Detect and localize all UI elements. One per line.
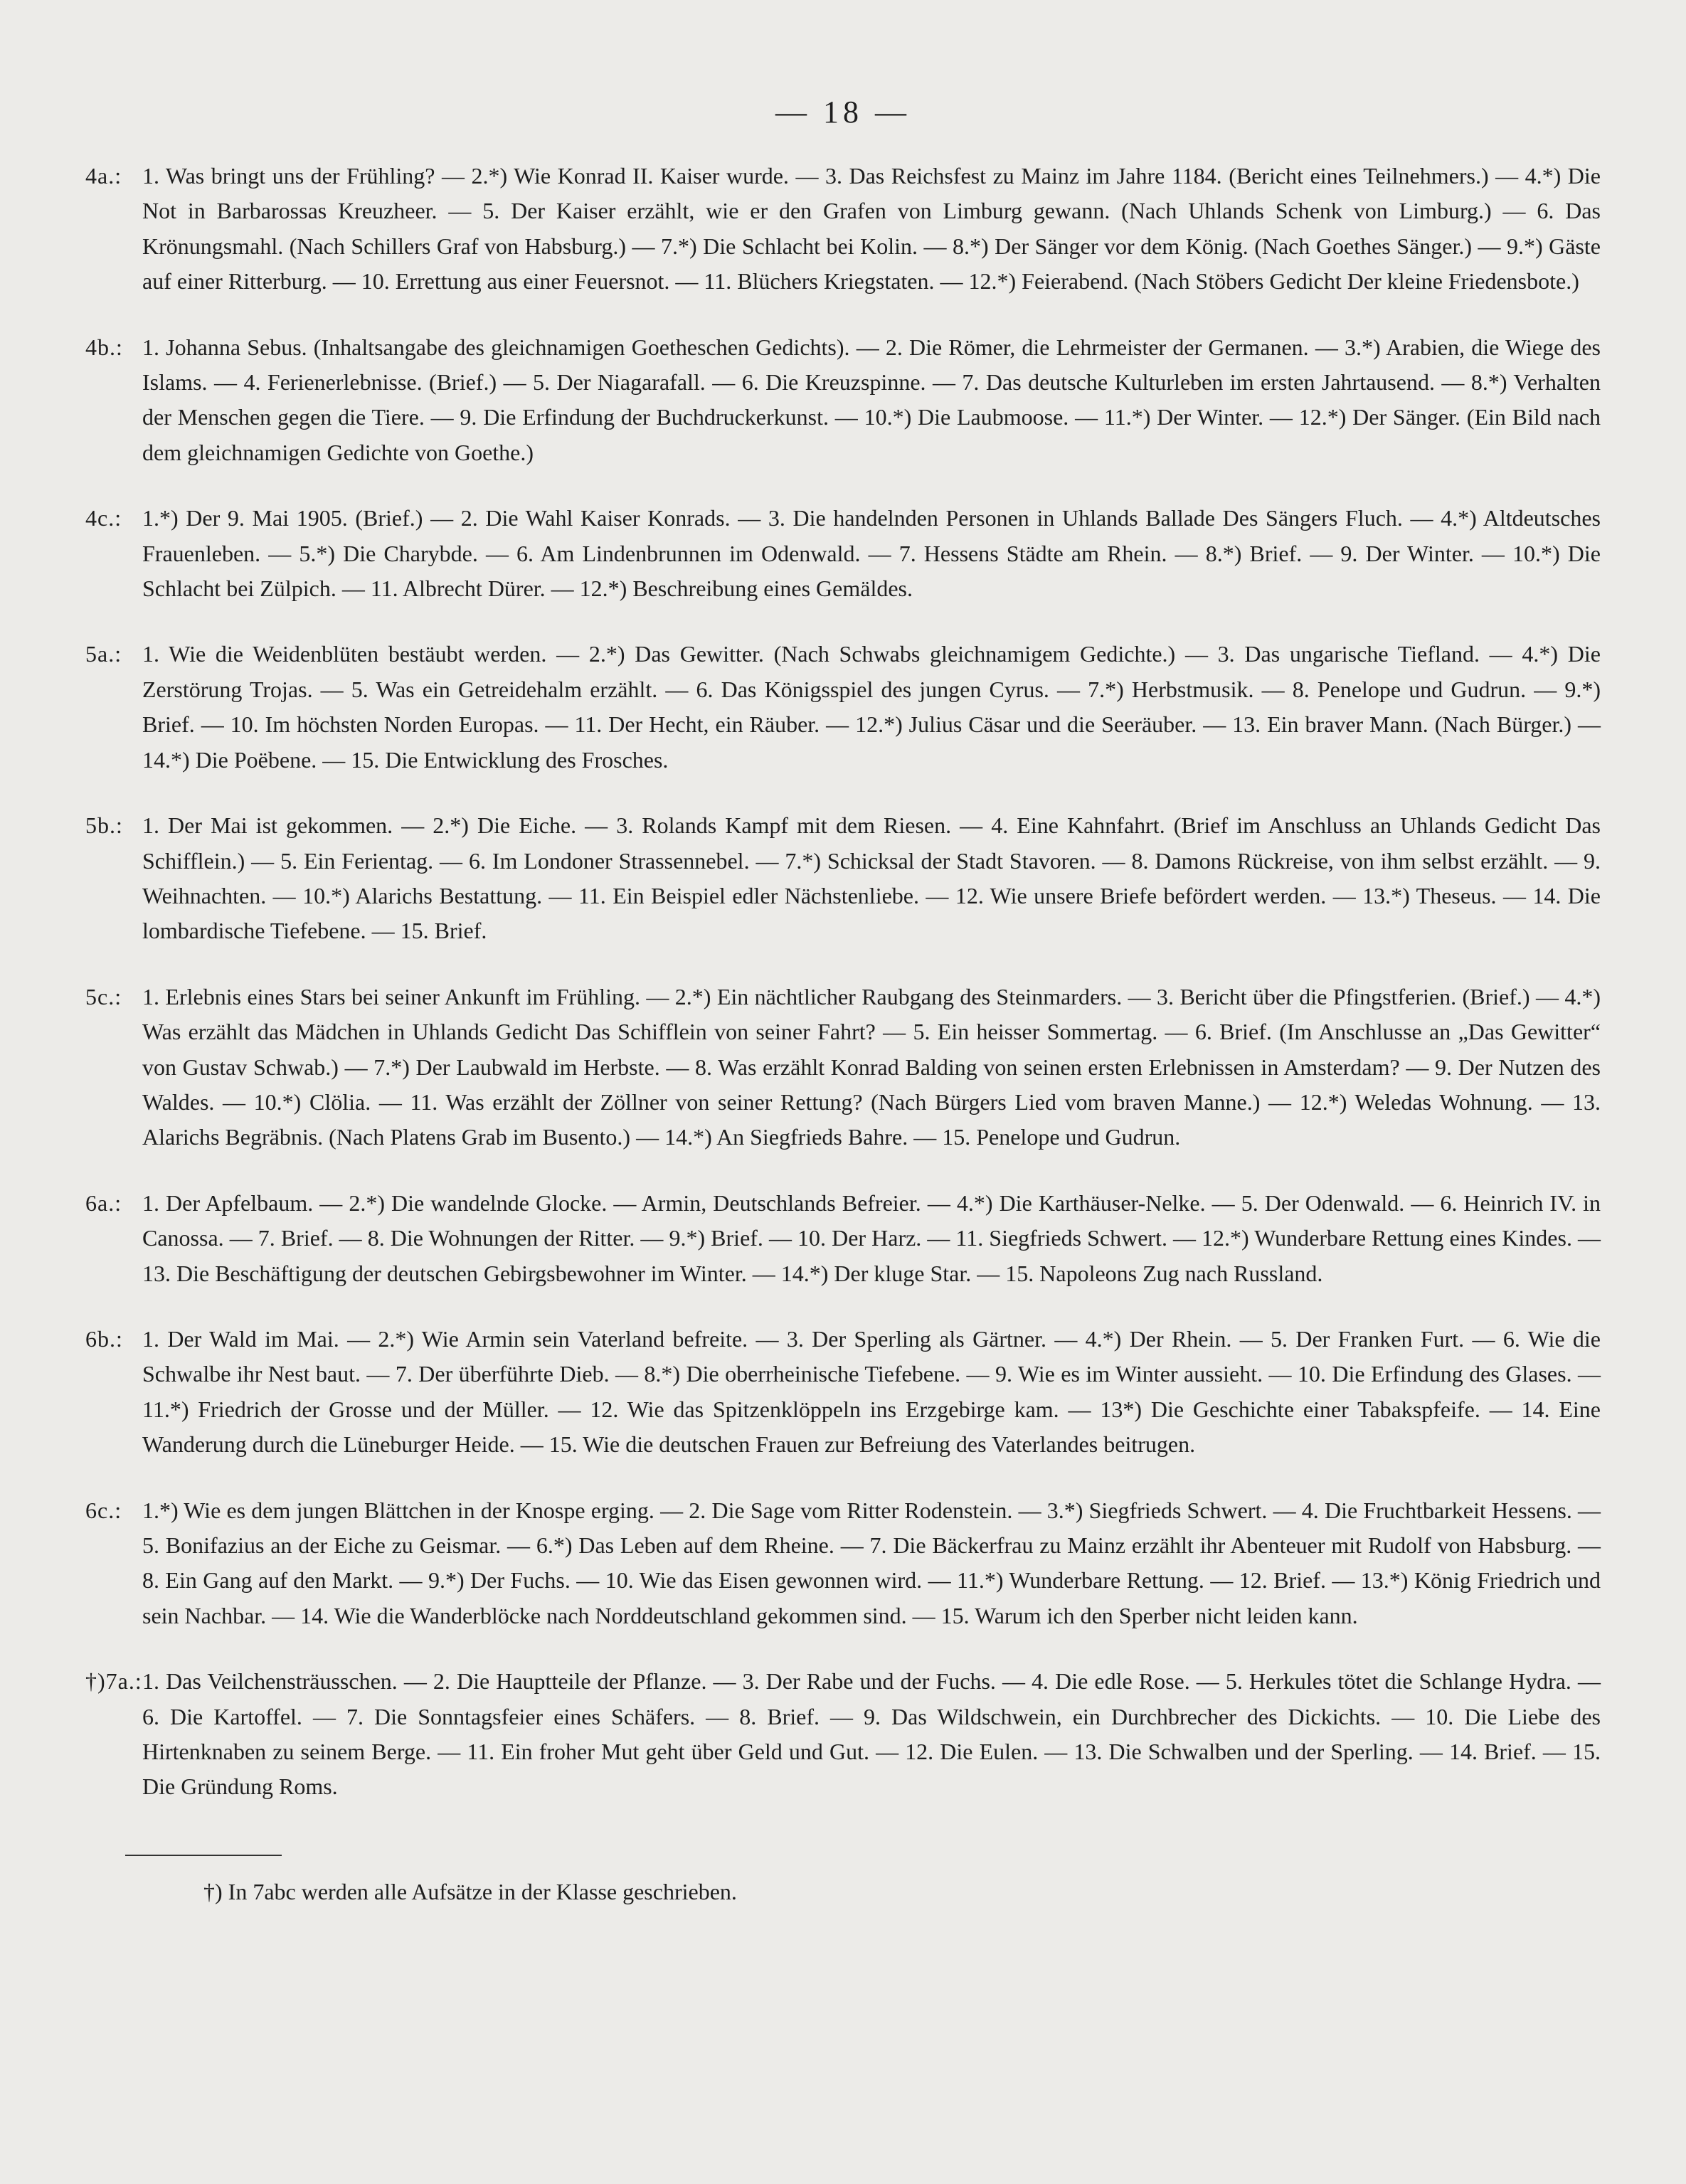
entry-5c (85, 980, 1601, 1155)
entry-text: 1. Erlebnis eines Stars bei seiner Ankunft im Frühling. — 2.*) Ein nächtlicher Raubgang des Steinmarders. — 3. Bericht über die Pfingstferien. (Brief.) — 4.*) Was erzählt das Mädchen in Uhlands Gedicht Das Schifflein von seiner Fahrt? — 5. Ein heisser Sommertag. — 6. Brief. (Im Anschlusse an „Das Gewitter“ von Gustav Schwab.) — 7.*) Der Laubwald im Herbste. — 8. Was erzählt Konrad Balding von seinen ersten Erlebnissen in Amsterdam? — 9. Der Nutzen des Waldes. — 10.*) Clölia. — 11. Was erzählt der Zöllner von seiner Rettung? (Nach Bürgers Lied vom braven Manne.) — 12.*) Weledas Wohnung. — 13. Alarichs Begräbnis. (Nach Platens Grab im Busento.) — 14.*) An Siegfrieds Bahre. — 15. Penelope und Gudrun. (142, 983, 1601, 1150)
entry-5b (85, 808, 1601, 949)
entry-text: 1. Was bringt uns der Frühling? — 2.*) Wie Konrad II. Kaiser wurde. — 3. Das Reichsfest zu Mainz im Jahre 1184. (Bericht eines Teilnehmers.) — 4.*) Die Not in Barbarossas Kreuzheer. — 5. Der Kaiser erzählt, wie er den Grafen von Limburg gewann. (Nach Uhlands Schenk von Limburg.) — 6. Das Krönungsmahl. (Nach Schillers Graf von Habsburg.) — 7.*) Die Schlacht bei Kolin. — 8.*) Der Sänger vor dem König. (Nach Goethes Sänger.) — 9.*) Gäste auf einer Ritterburg. — 10. Errettung aus einer Feuersnot. — 11. Blüchers Kriegstaten. — 12.*) Feierabend. (Nach Stöbers Gedicht Der kleine Friedensbote.) (142, 163, 1601, 295)
entry-4c (85, 501, 1601, 606)
entry-4a (85, 159, 1601, 299)
entry-4b (85, 330, 1601, 471)
page-number: — 18 — (775, 95, 911, 129)
entry-5a (85, 637, 1601, 778)
entry-label: 4c.: (85, 505, 122, 531)
entry-6a (85, 1186, 1601, 1291)
entry-label: 5c.: (85, 983, 122, 1009)
footnote: †) In 7abc werden alle Aufsätze in der Klasse geschrieben. (203, 1878, 737, 1904)
entry-label: †)7a.: (85, 1668, 142, 1695)
footnote-divider (125, 1855, 282, 1856)
entry-text: 1. Der Mai ist gekommen. — 2.*) Die Eiche. — 3. Rolands Kampf mit dem Riesen. — 4. Eine Kahnfahrt. (Brief im Anschluss an Uhlands Gedicht Das Schifflein.) — 5. Ein Ferientag. — 6. Im Londoner Strassennebel. — 7.*) Schicksal der Stadt Stavoren. — 8. Damons Rückreise, von ihm selbst erzählt. — 9. Weihnachten. — 10.*) Alarichs Bestattung. — 11. Ein Beispiel edler Nächstenliebe. — 12. Wie unsere Briefe befördert werden. — 13.*) Theseus. — 14. Die lombardische Tiefebene. — 15. Brief. (142, 812, 1601, 944)
entry-text: 1.*) Der 9. Mai 1905. (Brief.) — 2. Die Wahl Kaiser Konrads. — 3. Die handelnden Personen in Uhlands Ballade Des Sängers Fluch. — 4.*) Altdeutsches Frauenleben. — 5.*) Die Charybde. — 6. Am Lindenbrunnen im Odenwald. — 7. Hessens Städte am Rhein. — 8.*) Brief. — 9. Der Winter. — 10.*) Die Schlacht bei Zülpich. — 11. Albrecht Dürer. — 12.*) Beschreibung eines Gemäldes. (142, 505, 1601, 602)
entry-text: 1. Der Apfelbaum. — 2.*) Die wandelnde Glocke. — Armin, Deutschlands Befreier. — 4.*) Die Karthäuser-Nelke. — 5. Der Odenwald. — 6. Heinrich IV. in Canossa. — 7. Brief. — 8. Die Wohnungen der Ritter. — 9.*) Brief. — 10. Der Harz. — 11. Siegfrieds Schwert. — 12.*) Wunderbare Rettung eines Kindes. — 13. Die Beschäftigung der deutschen Gebirgsbewohner im Winter. — 14.*) Der kluge Star. — 15. Napoleons Zug nach Russland. (142, 1189, 1601, 1286)
entry-label: 6b.: (85, 1325, 123, 1352)
entry-label: 5a.: (85, 641, 122, 667)
entry-text: 1.*) Wie es dem jungen Blättchen in der Knospe erging. — 2. Die Sage vom Ritter Rodenstein. — 3.*) Siegfrieds Schwert. — 4. Die Fruchtbarkeit Hessens. — 5. Bonifazius an der Eiche zu Geismar. — 6.*) Das Leben auf dem Rheine. — 7. Die Bäckerfrau zu Mainz erzählt ihr Abenteuer mit Rudolf von Habsburg. — 8. Ein Gang auf den Markt. — 9.*) Der Fuchs. — 10. Wie das Eisen gewonnen wird. — 11.*) Wunderbare Rettung. — 12. Brief. — 13.*) König Friedrich und sein Nachbar. — 14. Wie die Wanderblöcke nach Norddeutschland gekommen sind. — 15. Warum ich den Sperber nicht leiden kann. (142, 1497, 1601, 1628)
entry-label: 4a.: (85, 163, 122, 189)
entry-6c (85, 1493, 1601, 1634)
entry-text: 1. Wie die Weidenblüten bestäubt werden. — 2.*) Das Gewitter. (Nach Schwabs gleichnamigem Gedichte.) — 3. Das ungarische Tiefland. — 4.*) Die Zerstörung Trojas. — 5. Was ein Getreidehalm erzählt. — 6. Das Königsspiel des jungen Cyrus. — 7.*) Herbstmusik. — 8. Penelope und Gudrun. — 9.*) Brief. — 10. Im höchsten Norden Europas. — 11. Der Hecht, ein Räuber. — 12.*) Julius Cäsar und die Seeräuber. — 13. Ein braver Mann. (Nach Bürger.) — 14.*) Die Poëbene. — 15. Die Entwicklung des Frosches. (142, 641, 1601, 773)
entry-label: 4b.: (85, 334, 123, 360)
entry-text: 1. Der Wald im Mai. — 2.*) Wie Armin sein Vaterland befreite. — 3. Der Sperling als Gärtner. — 4.*) Der Rhein. — 5. Der Franken Furt. — 6. Wie die Schwalbe ihr Nest baut. — 7. Der überführte Dieb. — 8.*) Die oberrheinische Tiefebene. — 9. Wie es im Winter aussieht. — 10. Die Erfindung des Glases. — 11.*) Friedrich der Grosse und der Müller. — 12. Wie das Spitzenklöppeln ins Erzgebirge kam. — 13*) Die Geschichte einer Tabakspfeife. — 14. Eine Wanderung durch die Lüneburger Heide. — 15. Wie die deutschen Frauen zur Befreiung des Vaterlandes beitrugen. (142, 1325, 1601, 1458)
entry-label: 6c.: (85, 1497, 122, 1523)
entry-text: 1. Johanna Sebus. (Inhaltsangabe des gleichnamigen Goetheschen Gedichts). — 2. Die Römer, die Lehrmeister der Germanen. — 3.*) Arabien, die Wiege des Islams. — 4. Ferienerlebnisse. (Brief.) — 5. Der Niagarafall. — 6. Die Kreuzspinne. — 7. Das deutsche Kulturleben im ersten Jahrtausend. — 8.*) Verhalten der Menschen gegen die Tiere. — 9. Die Erfindung der Buchdruckerkunst. — 10.*) Die Laubmoose. — 11.*) Der Winter. — 12.*) Der Sänger. (Ein Bild nach dem gleichnamigen Gedichte von Goethe.) (142, 334, 1601, 465)
entry-6b (85, 1322, 1601, 1463)
entry-text: 1. Das Veilchensträusschen. — 2. Die Hauptteile der Pflanze. — 3. Der Rabe und der Fuchs. — 4. Die edle Rose. — 5. Herkules tötet die Schlange Hydra. — 6. Die Kartoffel. — 7. Die Sonntagsfeier eines Schäfers. — 8. Brief. — 9. Das Wildschwein, ein Durchbrecher des Dickichts. — 10. Die Liebe des Hirtenknaben zu seinem Berge. — 11. Ein froher Mut geht über Geld und Gut. — 12. Die Eulen. — 13. Die Schwalben und der Sperling. — 14. Brief. — 15. Die Gründung Roms. (142, 1668, 1601, 1800)
entry-label: 5b.: (85, 812, 123, 839)
entry-label: 6a.: (85, 1189, 122, 1216)
entry-7a (85, 1664, 1601, 1805)
